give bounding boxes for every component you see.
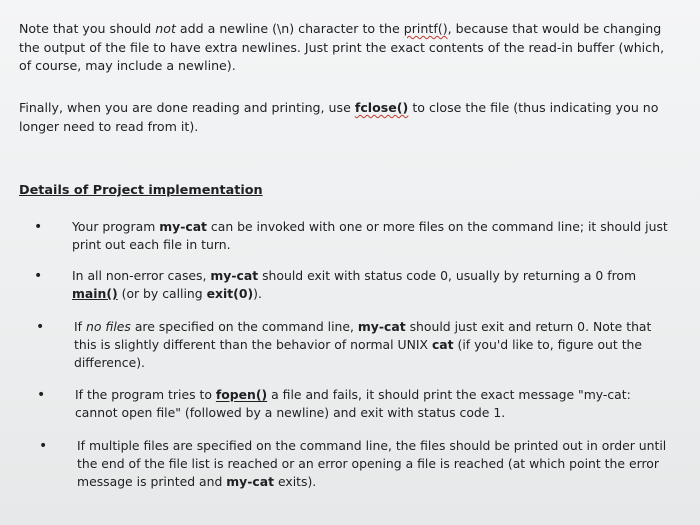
command-name: my-cat — [159, 219, 207, 234]
text: Finally, when you are done reading and printing, use — [19, 100, 355, 115]
command-name: my-cat — [226, 474, 275, 489]
text: to close the file (thus indicating you no longer need to read from it). — [19, 100, 659, 134]
text: If the program tries to — [75, 387, 216, 402]
text: Your program — [72, 219, 160, 234]
text: exits). — [274, 474, 317, 489]
text: In all non-error cases, — [72, 268, 211, 283]
text: If multiple files are specified on the command line, the files should be printed out in order until the end of the file list is reached or an error opening a file is reached (at which point the error message is printed and — [77, 438, 667, 489]
text: can be invoked with one or more files on the command line; it should just print out each file in turn. — [72, 219, 668, 252]
intro-paragraph-fclose — [19, 99, 679, 136]
exit-call: exit(0) — [206, 286, 254, 301]
main-function-name: main() — [72, 286, 118, 301]
command-name: my-cat — [210, 268, 259, 283]
list-item — [37, 386, 675, 422]
text: are specified on the command line, — [130, 319, 358, 334]
emphasis-no-files: no files — [85, 319, 131, 334]
text: (if you'd like to, figure out the difference). — [74, 337, 643, 370]
bullet-icon: • — [34, 219, 43, 235]
printf-function-name: printf() — [403, 21, 448, 36]
list-item — [34, 218, 672, 254]
command-name: my-cat — [357, 319, 406, 334]
text: , because that would be changing the output of the file to have extra newlines. Just print the exact contents of the read-in buffer (which, of course, may include a newline). — [19, 21, 665, 73]
text: add a newline (\n) character to the — [175, 21, 404, 36]
list-item — [36, 318, 674, 372]
emphasis-not: not — [155, 21, 176, 36]
bullet-icon: • — [36, 319, 45, 335]
fopen-function-name: fopen() — [215, 387, 268, 402]
text: a file and fails, it should print the exact message "my-cat: cannot open file" (followed by a newline) and exit with status code 1. — [75, 387, 631, 420]
bullet-icon: • — [34, 268, 43, 284]
text: should just exit and return 0. Note that this is slightly different than the behavior of normal UNIX — [74, 319, 652, 352]
section-heading: Details of Project implementation — [19, 183, 263, 198]
text: If — [74, 319, 86, 334]
text: (or by calling — [117, 286, 207, 301]
text: Note that you should — [19, 21, 156, 36]
cat-command: cat — [431, 337, 454, 352]
list-item — [34, 267, 672, 303]
fclose-function-name: fclose() — [354, 100, 409, 115]
text: should exit with status code 0, usually by returning a 0 from — [258, 268, 637, 283]
bullet-icon: • — [37, 387, 46, 403]
list-item — [39, 437, 677, 491]
text: ). — [253, 286, 262, 301]
bullet-icon: • — [39, 438, 48, 454]
intro-paragraph-newline — [19, 20, 679, 76]
